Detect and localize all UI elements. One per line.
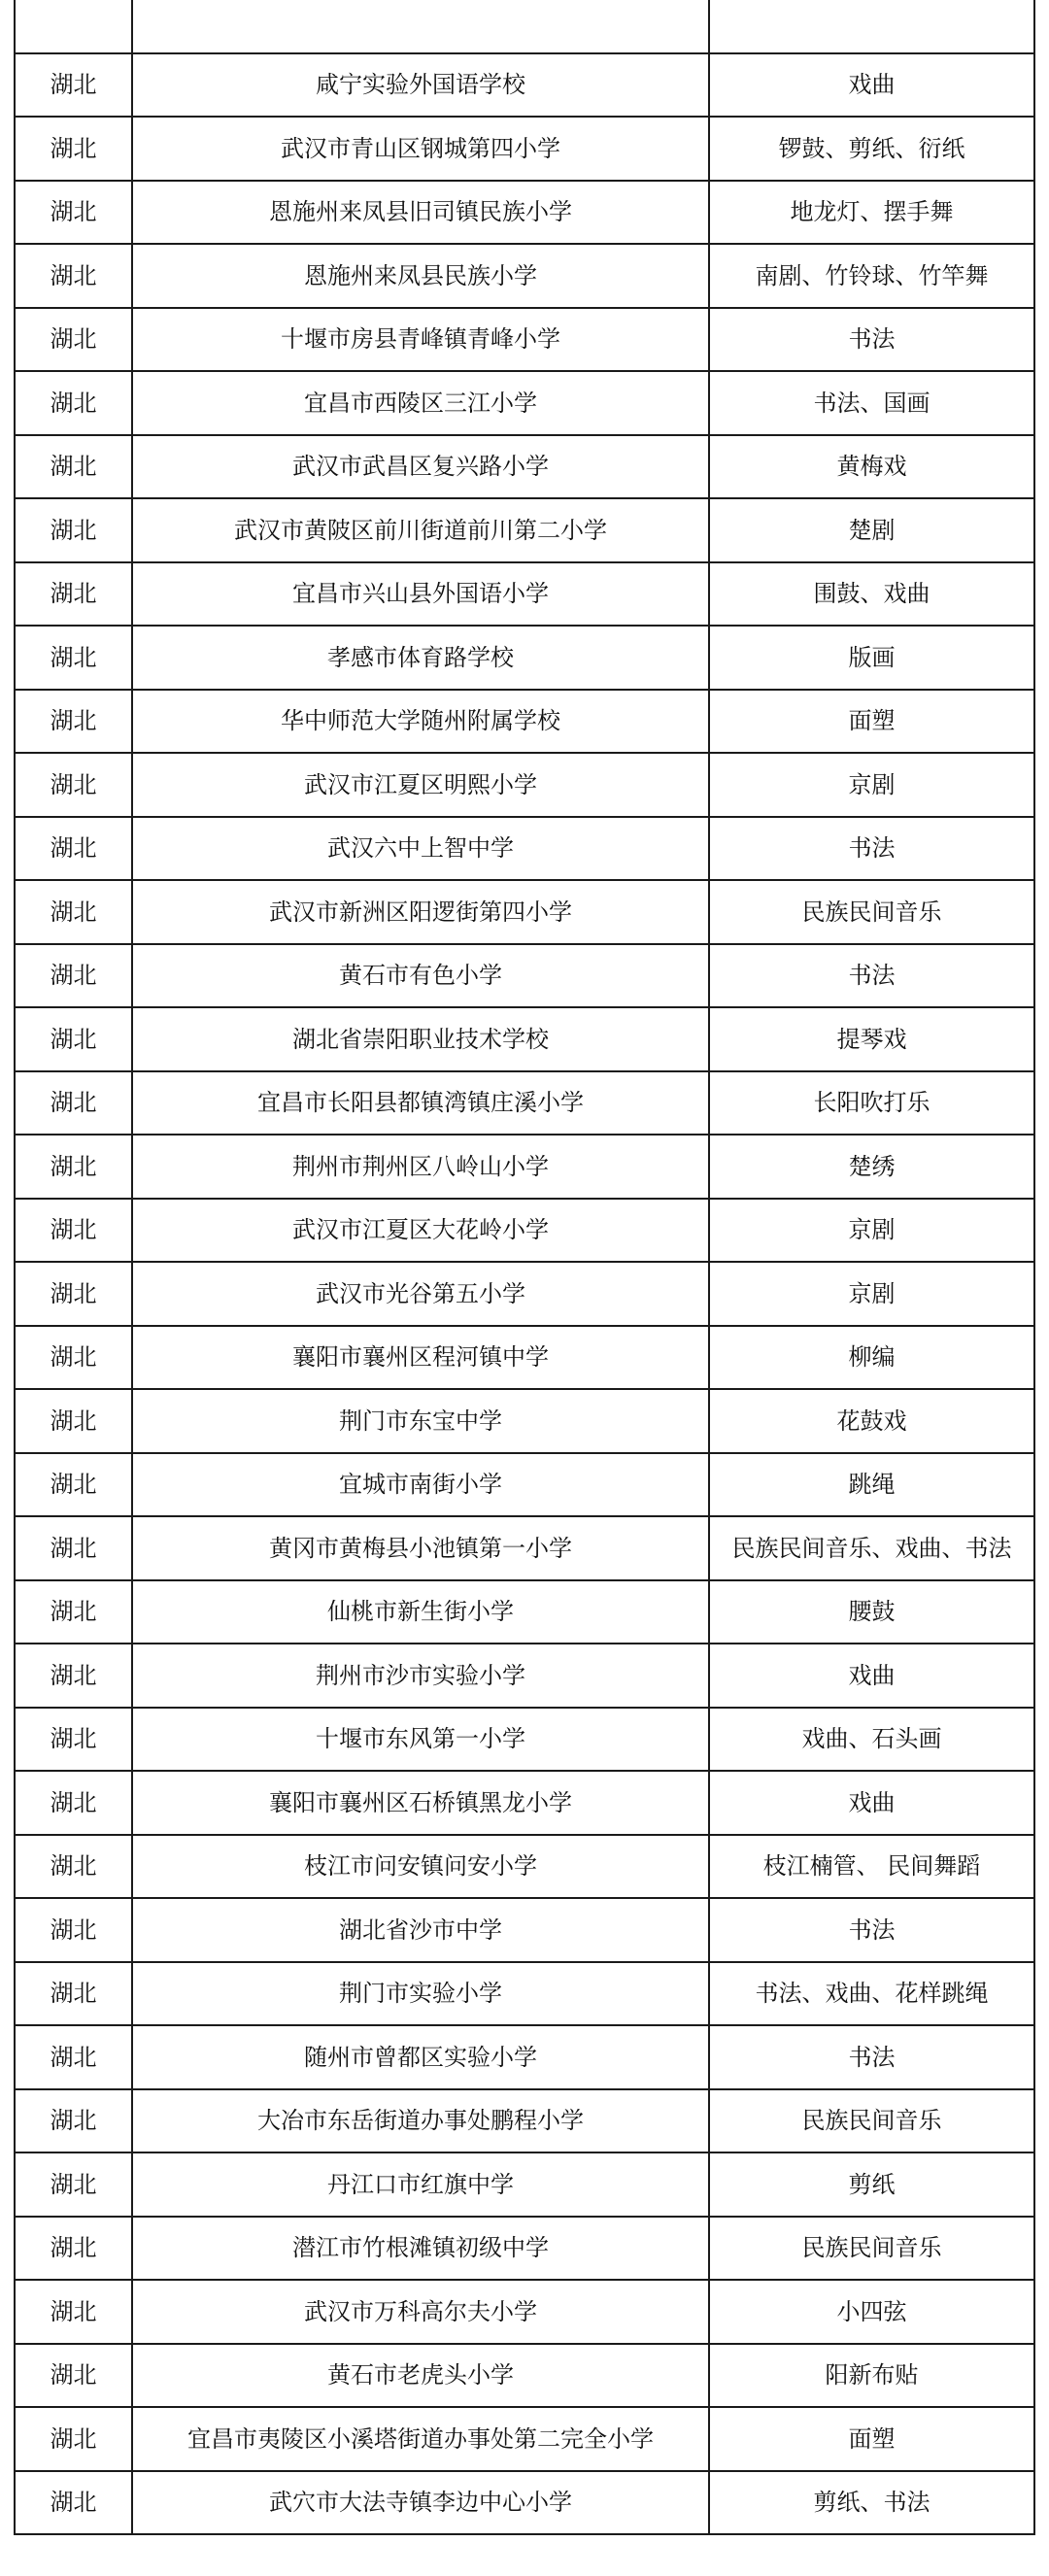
heritage-items-cell: 锣鼓、剪纸、衍纸: [709, 117, 1034, 181]
heritage-items-cell: 京剧: [709, 753, 1034, 817]
heritage-items-cell: 楚绣: [709, 1135, 1034, 1199]
heritage-items-cell: 书法: [709, 817, 1034, 881]
heritage-items-cell: 书法、戏曲、花样跳绳: [709, 1962, 1034, 2026]
heritage-items-cell: 阳新布贴: [709, 2344, 1034, 2408]
school-name-cell: 黄冈市黄梅县小池镇第一小学: [132, 1516, 709, 1580]
table-row: [15, 498, 1034, 562]
school-name-cell: 宜昌市西陵区三江小学: [132, 371, 709, 435]
province-cell: 湖北: [15, 2152, 132, 2217]
heritage-items-cell: 书法: [709, 308, 1034, 372]
province-cell: 湖北: [15, 1389, 132, 1453]
heritage-items-cell: 面塑: [709, 690, 1034, 754]
school-name-cell: 十堰市房县青峰镇青峰小学: [132, 308, 709, 372]
school-name-cell: 襄阳市襄州区程河镇中学: [132, 1326, 709, 1390]
table-row: [15, 1262, 1034, 1326]
table-row: [15, 1071, 1034, 1135]
heritage-items-cell: 楚剧: [709, 498, 1034, 562]
table-row: [15, 944, 1034, 1008]
school-name-cell: 湖北省崇阳职业技术学校: [132, 1007, 709, 1071]
province-cell: 湖北: [15, 2089, 132, 2153]
province-cell: 湖北: [15, 1580, 132, 1644]
table-row: [15, 880, 1034, 944]
heritage-items-cell: 围鼓、戏曲: [709, 562, 1034, 627]
heritage-items-cell: 戏曲: [709, 1644, 1034, 1708]
heritage-items-cell: 小四弦: [709, 2280, 1034, 2344]
table-row: [15, 53, 1034, 118]
school-table: [14, 0, 1035, 2535]
heritage-items-cell: 面塑: [709, 2407, 1034, 2471]
school-name-cell: 武汉市武昌区复兴路小学: [132, 435, 709, 499]
school-name-cell: 枝江市问安镇问安小学: [132, 1835, 709, 1899]
table-row: [15, 371, 1034, 435]
school-name-cell: 咸宁实验外国语学校: [132, 53, 709, 118]
school-name-cell: 恩施州来凤县旧司镇民族小学: [132, 181, 709, 245]
table-row: [15, 2217, 1034, 2281]
school-name-cell: 荆门市东宝中学: [132, 1389, 709, 1453]
province-cell: 湖北: [15, 244, 132, 308]
school-name-cell: 武汉市新洲区阳逻街第四小学: [132, 880, 709, 944]
heritage-items-cell: 枝江楠管、 民间舞蹈: [709, 1835, 1034, 1899]
province-cell: 湖北: [15, 2217, 132, 2281]
province-cell: 湖北: [15, 1135, 132, 1199]
province-cell: [15, 0, 132, 53]
table-row: [15, 2471, 1034, 2535]
province-cell: 湖北: [15, 1644, 132, 1708]
school-name-cell: 武穴市大法寺镇李边中心小学: [132, 2471, 709, 2535]
school-name-cell: 武汉市江夏区大花岭小学: [132, 1199, 709, 1263]
province-cell: 湖北: [15, 1516, 132, 1580]
table-row: [15, 181, 1034, 245]
school-list-sheet: [14, 0, 1033, 2535]
school-name-cell: 华中师范大学随州附属学校: [132, 690, 709, 754]
province-cell: 湖北: [15, 1071, 132, 1135]
heritage-items-cell: 京剧: [709, 1262, 1034, 1326]
province-cell: 湖北: [15, 2280, 132, 2344]
table-row: [15, 2152, 1034, 2217]
province-cell: 湖北: [15, 117, 132, 181]
school-name-cell: 仙桃市新生街小学: [132, 1580, 709, 1644]
heritage-items-cell: 戏曲: [709, 1771, 1034, 1835]
province-cell: 湖北: [15, 498, 132, 562]
school-name-cell: 武汉市光谷第五小学: [132, 1262, 709, 1326]
table-row: [15, 1580, 1034, 1644]
heritage-items-cell: 京剧: [709, 1199, 1034, 1263]
heritage-items-cell: 跳绳: [709, 1453, 1034, 1517]
table-row: [15, 1453, 1034, 1517]
province-cell: 湖北: [15, 1771, 132, 1835]
school-table-body: [15, 0, 1034, 2534]
school-name-cell: 随州市曾都区实验小学: [132, 2025, 709, 2089]
table-row: [15, 308, 1034, 372]
table-row: [15, 244, 1034, 308]
heritage-items-cell: 腰鼓: [709, 1580, 1034, 1644]
school-name-cell: 孝感市体育路学校: [132, 626, 709, 690]
province-cell: 湖北: [15, 2407, 132, 2471]
table-row: [15, 1326, 1034, 1390]
school-name-cell: 荆州市沙市实验小学: [132, 1644, 709, 1708]
province-cell: 湖北: [15, 181, 132, 245]
table-row: [15, 562, 1034, 627]
school-name-cell: 十堰市东风第一小学: [132, 1708, 709, 1772]
table-row: [15, 2344, 1034, 2408]
province-cell: 湖北: [15, 1835, 132, 1899]
province-cell: 湖北: [15, 1962, 132, 2026]
table-row: [15, 1771, 1034, 1835]
heritage-items-cell: 黄梅戏: [709, 435, 1034, 499]
table-row: [15, 2407, 1034, 2471]
province-cell: 湖北: [15, 1007, 132, 1071]
heritage-items-cell: 民族民间音乐: [709, 2217, 1034, 2281]
heritage-items-cell: 书法: [709, 2025, 1034, 2089]
heritage-items-cell: 柳编: [709, 1326, 1034, 1390]
table-row: [15, 817, 1034, 881]
province-cell: 湖北: [15, 690, 132, 754]
heritage-items-cell: 书法: [709, 1898, 1034, 1962]
table-row: [15, 1516, 1034, 1580]
province-cell: 湖北: [15, 944, 132, 1008]
province-cell: 湖北: [15, 562, 132, 627]
table-row: [15, 1835, 1034, 1899]
table-row: [15, 1644, 1034, 1708]
heritage-items-cell: 剪纸、书法: [709, 2471, 1034, 2535]
table-row: [15, 117, 1034, 181]
heritage-items-cell: 民族民间音乐、戏曲、书法: [709, 1516, 1034, 1580]
heritage-items-cell: 民族民间音乐: [709, 880, 1034, 944]
school-name-cell: 宜城市南街小学: [132, 1453, 709, 1517]
school-name-cell: 武汉市青山区钢城第四小学: [132, 117, 709, 181]
table-row: [15, 2280, 1034, 2344]
province-cell: 湖北: [15, 1708, 132, 1772]
heritage-items-cell: 花鼓戏: [709, 1389, 1034, 1453]
table-row: [15, 1389, 1034, 1453]
school-name-cell: 武汉市黄陂区前川街道前川第二小学: [132, 498, 709, 562]
table-row: [15, 0, 1034, 53]
school-name-cell: 宜昌市兴山县外国语小学: [132, 562, 709, 627]
school-name-cell: 丹江口市红旗中学: [132, 2152, 709, 2217]
school-name-cell: 潜江市竹根滩镇初级中学: [132, 2217, 709, 2281]
province-cell: 湖北: [15, 308, 132, 372]
school-name-cell: [132, 0, 709, 53]
province-cell: 湖北: [15, 2344, 132, 2408]
province-cell: 湖北: [15, 1326, 132, 1390]
table-row: [15, 435, 1034, 499]
heritage-items-cell: 民族民间音乐: [709, 2089, 1034, 2153]
province-cell: 湖北: [15, 817, 132, 881]
table-row: [15, 2089, 1034, 2153]
province-cell: 湖北: [15, 371, 132, 435]
school-name-cell: 襄阳市襄州区石桥镇黑龙小学: [132, 1771, 709, 1835]
school-name-cell: 武汉六中上智中学: [132, 817, 709, 881]
heritage-items-cell: 书法: [709, 944, 1034, 1008]
heritage-items-cell: 地龙灯、摆手舞: [709, 181, 1034, 245]
table-row: [15, 690, 1034, 754]
school-name-cell: 湖北省沙市中学: [132, 1898, 709, 1962]
school-name-cell: 武汉市江夏区明熙小学: [132, 753, 709, 817]
province-cell: 湖北: [15, 1262, 132, 1326]
table-row: [15, 753, 1034, 817]
table-row: [15, 1135, 1034, 1199]
school-name-cell: 宜昌市夷陵区小溪塔街道办事处第二完全小学: [132, 2407, 709, 2471]
province-cell: 湖北: [15, 435, 132, 499]
heritage-items-cell: 长阳吹打乐: [709, 1071, 1034, 1135]
table-row: [15, 626, 1034, 690]
heritage-items-cell: 南剧、竹铃球、竹竿舞: [709, 244, 1034, 308]
province-cell: 湖北: [15, 1199, 132, 1263]
heritage-items-cell: 剪纸: [709, 2152, 1034, 2217]
province-cell: 湖北: [15, 626, 132, 690]
province-cell: 湖北: [15, 1898, 132, 1962]
table-row: [15, 2025, 1034, 2089]
province-cell: 湖北: [15, 880, 132, 944]
heritage-items-cell: 版画: [709, 626, 1034, 690]
heritage-items-cell: 书法、国画: [709, 371, 1034, 435]
province-cell: 湖北: [15, 2471, 132, 2535]
table-row: [15, 1898, 1034, 1962]
school-name-cell: 荆州市荆州区八岭山小学: [132, 1135, 709, 1199]
school-name-cell: 大冶市东岳街道办事处鹏程小学: [132, 2089, 709, 2153]
school-name-cell: 宜昌市长阳县都镇湾镇庄溪小学: [132, 1071, 709, 1135]
school-name-cell: 黄石市有色小学: [132, 944, 709, 1008]
table-row: [15, 1199, 1034, 1263]
school-name-cell: 黄石市老虎头小学: [132, 2344, 709, 2408]
school-name-cell: 恩施州来凤县民族小学: [132, 244, 709, 308]
table-row: [15, 1708, 1034, 1772]
heritage-items-cell: 戏曲、石头画: [709, 1708, 1034, 1772]
table-row: [15, 1962, 1034, 2026]
heritage-items-cell: [709, 0, 1034, 53]
province-cell: 湖北: [15, 2025, 132, 2089]
heritage-items-cell: 提琴戏: [709, 1007, 1034, 1071]
province-cell: 湖北: [15, 53, 132, 118]
table-row: [15, 1007, 1034, 1071]
heritage-items-cell: 戏曲: [709, 53, 1034, 118]
province-cell: 湖北: [15, 1453, 132, 1517]
school-name-cell: 武汉市万科高尔夫小学: [132, 2280, 709, 2344]
province-cell: 湖北: [15, 753, 132, 817]
school-name-cell: 荆门市实验小学: [132, 1962, 709, 2026]
